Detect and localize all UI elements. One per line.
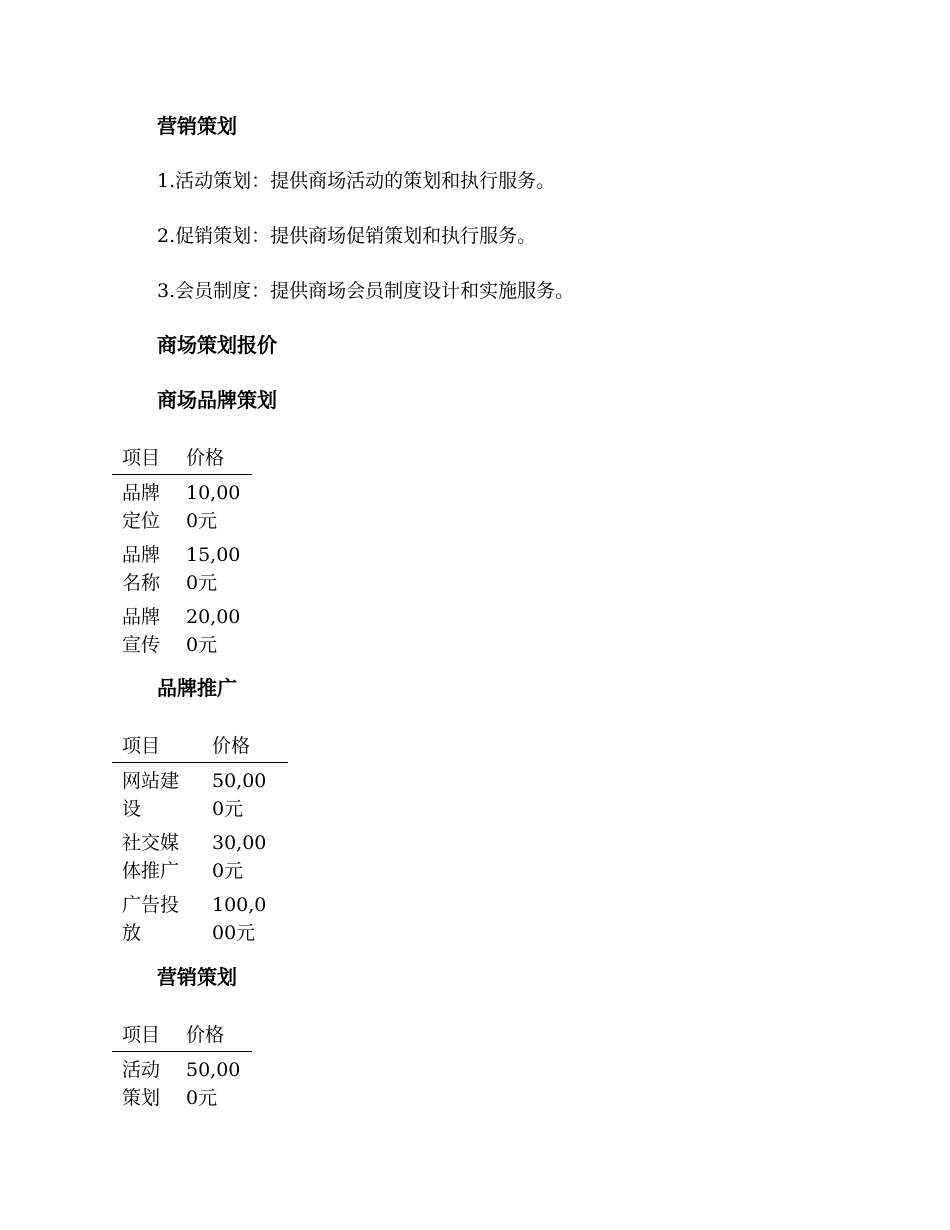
header-item: 项目 [112,1019,176,1052]
table-row [112,537,252,599]
table-row [112,887,288,949]
header-item: 项目 [112,442,176,475]
paragraph-activity: 1.活动策划：提供商场活动的策划和执行服务。 [157,170,556,192]
item-cell: 网站建设 [122,770,180,820]
price-cell: 30,000元 [212,832,267,882]
table-row [112,599,252,661]
item-cell: 活动策划 [122,1059,161,1109]
item-cell: 品牌宣传 [122,606,161,656]
table-row [112,475,252,538]
brand-heading: 商场品牌策划 [157,388,277,412]
header-price: 价格 [176,1019,252,1052]
paragraph-promotion: 2.促销策划：提供商场促销策划和执行服务。 [157,225,537,247]
table-header-row [112,730,288,763]
table-row [112,1052,252,1115]
price-cell: 10,000元 [186,482,241,532]
table-row [112,763,288,826]
item-cell: 社交媒体推广 [122,832,180,882]
price-cell: 50,000元 [186,1059,241,1109]
table-header-row [112,442,252,475]
marketing-heading: 营销策划 [157,114,237,138]
item-cell: 品牌定位 [122,482,161,532]
table-row [112,825,288,887]
table-header-row [112,1019,252,1052]
quote-heading: 商场策划报价 [157,333,277,357]
promotion-price-table [112,730,288,949]
price-cell: 50,000元 [212,770,267,820]
paragraph-membership: 3.会员制度：提供商场会员制度设计和实施服务。 [157,280,575,302]
price-cell: 100,000元 [212,894,267,944]
marketing-price-table [112,1019,252,1114]
header-item: 项目 [112,730,202,763]
promotion-heading: 品牌推广 [157,676,237,700]
item-cell: 品牌名称 [122,544,161,594]
price-cell: 20,000元 [186,606,241,656]
header-price: 价格 [202,730,288,763]
brand-price-table [112,442,252,661]
header-price: 价格 [176,442,252,475]
marketing-heading-2: 营销策划 [157,965,237,989]
item-cell: 广告投放 [122,894,180,944]
price-cell: 15,000元 [186,544,241,594]
